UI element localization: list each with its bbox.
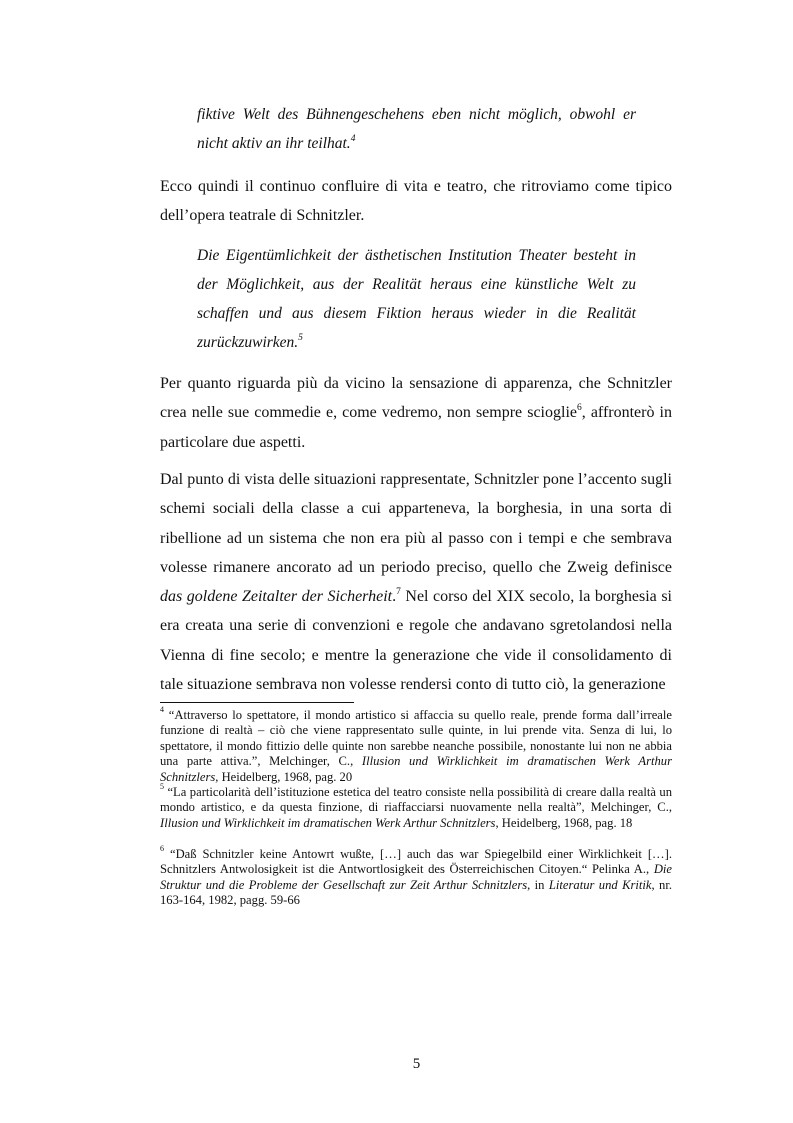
block-quote-2 <box>197 241 636 357</box>
paragraph-3: Dal punto di vista delle situazioni rappresentate, Schnitzler pone l’accento sugli schemi sociali della classe a cui apparteneva, la borghesia, in una sorta di ribellione ad un sistema che non era più al passo con i tempi e che sembrava volesse rimanere ancorato ad un periodo preciso, quello che Zweig definisce das goldene Zeitalter der Sicherheit.$^7$ Nel corso del XIX secolo, la borghesia si era creata una serie di convenzioni e regole che andavano sgretolandosi nella Vienna di fine secolo; e mentre la generazione che vide il consolidamento di tale situazione sembrava non volesse rendersi conto di tutto ciò, la generazione <box>160 471 672 694</box>
footnote-4-title: Illusion und Wirklichkeit im dramatischen Werk Arthur Schnitzlers <box>160 754 672 784</box>
quote-1-text: fiktive Welt des Bühnengeschehens eben nicht möglich, obwohl er nicht aktiv an ihr teilhat. <box>197 106 636 152</box>
block-quote-1 <box>197 100 636 158</box>
footnote-ref-6[interactable]: 6 <box>577 402 582 413</box>
footnote-4 <box>160 704 672 785</box>
footnote-ref-4[interactable]: 4 <box>350 133 356 144</box>
footnote-4-number: 4 <box>160 704 164 714</box>
paragraph-1: Ecco quindi il continuo confluire di vita e teatro, che ritroviamo come tipico dell’opera teatrale di Schnitzler. <box>160 178 672 225</box>
page-number: 5 <box>412 1056 421 1072</box>
footnote-ref-7[interactable]: 7 <box>396 586 401 597</box>
footnote-5-number: 5 <box>160 781 164 791</box>
footnote-6 <box>160 843 673 909</box>
quote-2-text: Die Eigentümlichkeit der ästhetischen Institution Theater besteht in der Möglichkeit, aus der Realität heraus eine künstliche Welt zu schaffen und aus diesem Fiktion heraus wieder in die Realität zurückzuwirken. <box>197 247 636 351</box>
footnote-4-citation: , Heidelberg, 1968, pag. 20 <box>215 769 353 784</box>
footnote-6-citation: , nr. 163-164, 1982, pagg. 59-66 <box>160 877 673 908</box>
footnote-6-number: 6 <box>160 843 164 853</box>
paragraph-2 <box>160 369 672 457</box>
footnote-5-title: Illusion und Wirklichkeit im dramatischen Werk Arthur Schnitzlers <box>160 815 496 830</box>
footnote-5 <box>160 781 672 831</box>
paragraph-2-text-before: Per quanto riguarda più da vicino la sensazione di apparenza, che Schnitzler crea nelle sue commedie e, come vedremo, non sempre scioglie <box>160 375 672 422</box>
paragraph-3-text-after: Nel corso del XIX secolo, la borghesia si era creata una serie di convenzioni e regole che andavano sgretolandosi nella Vienna di fine secolo; e mentre la generazione che vide il consolidamento di tale situazione sembrava non volesse rendersi conto di tutto ciò, la generazione <box>160 588 672 694</box>
footnote-5-citation: , Heidelberg, 1968, pag. 18 <box>495 815 633 830</box>
paragraph-3-italic-phrase: das goldene Zeitalter der Sicherheit <box>160 588 393 606</box>
paragraph-3-text-before: Dal punto di vista delle situazioni rappresentate, Schnitzler pone l’accento sugli schemi sociali della classe a cui apparteneva, la borghesia, in una sorta di ribellione ad un sistema che non era più al passo con i tempi e che sembrava volesse rimanere ancorato ad un periodo preciso, quello che Zweig definisce <box>160 471 672 576</box>
footnote-ref-5[interactable]: 5 <box>298 332 303 343</box>
footnote-6-in: , in <box>527 877 549 892</box>
footnote-4-text: “Attraverso lo spettatore, il mondo artistico si affaccia su quello reale, prende forma dall’irreale funzione di realtà – ciò che viene rappresentato sulle quinte, in lui prende vita. Senza di lui, lo spettatore, il mondo fittizio delle quinte non sarebbe neanche possibile, nonostante lui non ne abbia una parte attiva.”, Melchinger, C., <box>160 708 672 769</box>
footnote-separator <box>160 702 354 703</box>
paragraph-2-text-after: , affronterò in particolare due aspetti. <box>160 404 673 451</box>
footnote-5-text: “La particolarità dell’istituzione estetica del teatro consiste nella possibilità di creare dalla realtà un mondo artistico, e da questa finzione, di riaffacciarsi nuovamente nella realtà”, Melchinger, C., <box>160 785 672 815</box>
footnote-6-journal: Literatur und Kritik <box>548 877 652 892</box>
footnote-6-title: Die Struktur und die Probleme der Gesellschaft zur Zeit Arthur Schnitzlers <box>160 862 672 892</box>
footnote-6-text: “Daß Schnitzler keine Antowrt wußte, […] auch das war Spiegelbild einer Wirklichkeit […]. Schnitzlers Antwolosigkeit ist die Antwortlosigkeit des Österreichischen Citoyen.“ Pelinka A., <box>160 847 672 877</box>
